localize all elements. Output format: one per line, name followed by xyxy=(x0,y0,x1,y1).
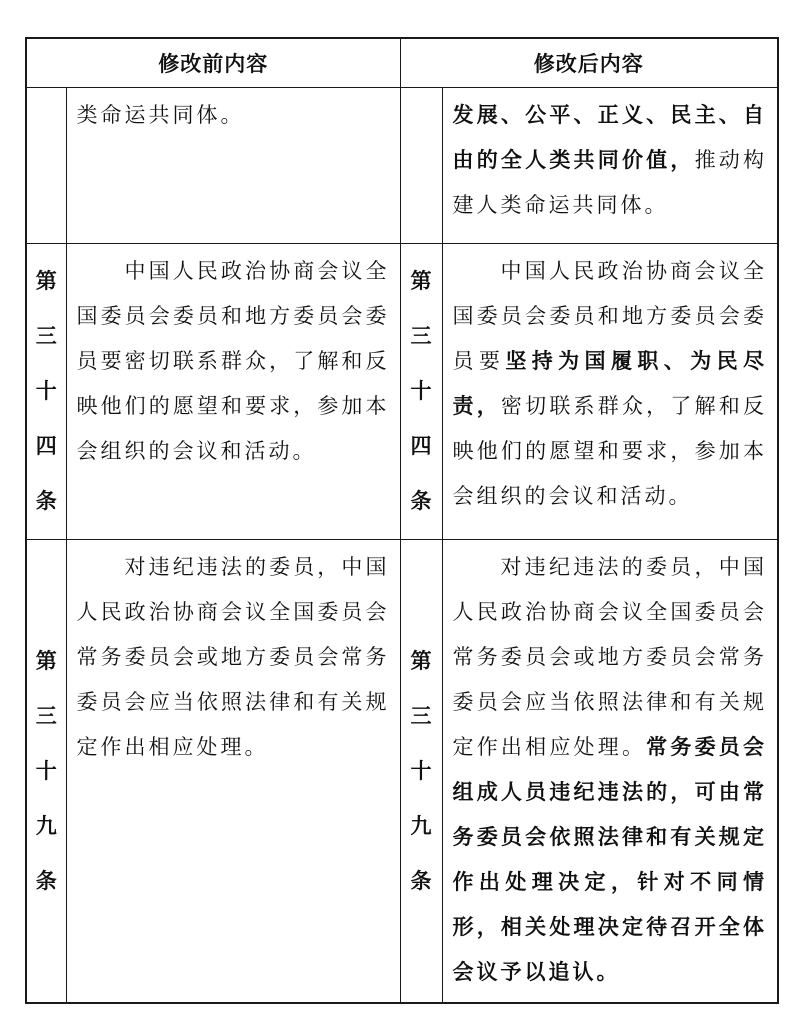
before-content-cell xyxy=(66,540,400,1004)
article-number-cell-after xyxy=(400,540,442,1004)
article-number-char: 三 xyxy=(35,703,57,728)
article-number-char: 三 xyxy=(410,703,432,728)
after-paragraph xyxy=(453,545,768,995)
article-number-char: 第 xyxy=(35,648,57,673)
table-row xyxy=(26,244,778,540)
after-paragraph xyxy=(453,93,768,228)
article-number-char: 条 xyxy=(35,868,57,893)
article-number-char: 第 xyxy=(35,269,57,293)
article-number-char: 十 xyxy=(35,379,57,403)
table-row xyxy=(26,88,778,244)
after-content-cell xyxy=(442,88,778,244)
text-segment: 推动构建人类命运共同体。 xyxy=(452,148,768,217)
before-content-cell xyxy=(66,88,400,244)
revision-comparison-table xyxy=(25,37,779,1004)
article-number-vertical xyxy=(27,648,66,893)
article-number-cell-before xyxy=(26,88,66,244)
article-number-char: 四 xyxy=(410,434,432,458)
article-number-char: 十 xyxy=(410,379,432,403)
text-segment: 对违纪违法的委员，中国人民政治协商会议全国委员会常务委员会或地方委员会常务委员会应当依照法律和有关规定作出相应处理。 xyxy=(76,555,390,759)
article-number-cell-after xyxy=(400,88,442,244)
article-number-char: 三 xyxy=(410,324,432,348)
inserted-text-segment: 坚持为国履职、为民尽责， xyxy=(452,350,768,418)
article-number-char: 条 xyxy=(35,489,57,513)
table-row xyxy=(26,540,778,1004)
before-paragraph xyxy=(77,545,390,770)
article-number-char: 第 xyxy=(410,269,432,293)
article-number-char: 十 xyxy=(35,758,57,783)
inserted-text-segment: 发展、公平、正义、民主、自由的全人类共同价值， xyxy=(452,104,767,172)
article-number-char: 九 xyxy=(35,813,57,838)
after-content-cell xyxy=(442,244,778,540)
header-row xyxy=(26,38,778,88)
article-number-char: 条 xyxy=(410,489,432,513)
text-segment: 中国人民政治协商会议全国委员会委员和地方委员会委员要密切联系群众，了解和反映他们的愿望和要求，参加本会组织的会议和活动。 xyxy=(76,259,390,463)
article-number-char: 三 xyxy=(35,324,57,348)
column-header-after: 修改后内容 xyxy=(400,38,778,88)
article-number-vertical xyxy=(401,271,442,512)
text-segment: 密切联系群众，了解和反映他们的愿望和要求，参加本会组织的会议和活动。 xyxy=(452,394,768,508)
article-number-cell-before xyxy=(26,540,66,1004)
text-segment: 中国人民政治协商会议全国委员会委员和地方委员会委员要 xyxy=(452,259,767,373)
article-number-vertical xyxy=(401,648,442,893)
text-segment: 类命运共同体。 xyxy=(76,103,245,127)
article-number-char: 第 xyxy=(410,648,432,673)
article-number-cell-before xyxy=(26,244,66,540)
article-number-cell-after xyxy=(400,244,442,540)
article-number-char: 九 xyxy=(410,813,432,838)
article-number-char: 条 xyxy=(410,868,432,893)
article-number-char: 十 xyxy=(410,758,432,783)
before-content-cell xyxy=(66,244,400,540)
text-segment: 对违纪违法的委员，中国人民政治协商会议全国委员会常务委员会或地方委员会常务委员会应当依照法律和有关规定作出相应处理。 xyxy=(452,555,767,759)
after-content-cell xyxy=(442,540,778,1004)
before-paragraph xyxy=(77,93,390,138)
article-number-char: 四 xyxy=(35,434,57,458)
before-paragraph xyxy=(77,249,390,474)
inserted-text-segment: 常务委员会组成人员违纪违法的，可由常务委员会依照法律和有关规定作出处理决定，针对不同情形，相关处理决定待召开全体会议予以追认。 xyxy=(452,736,768,984)
after-paragraph xyxy=(453,249,768,519)
article-number-vertical xyxy=(27,271,66,512)
column-header-before: 修改前内容 xyxy=(26,38,400,88)
